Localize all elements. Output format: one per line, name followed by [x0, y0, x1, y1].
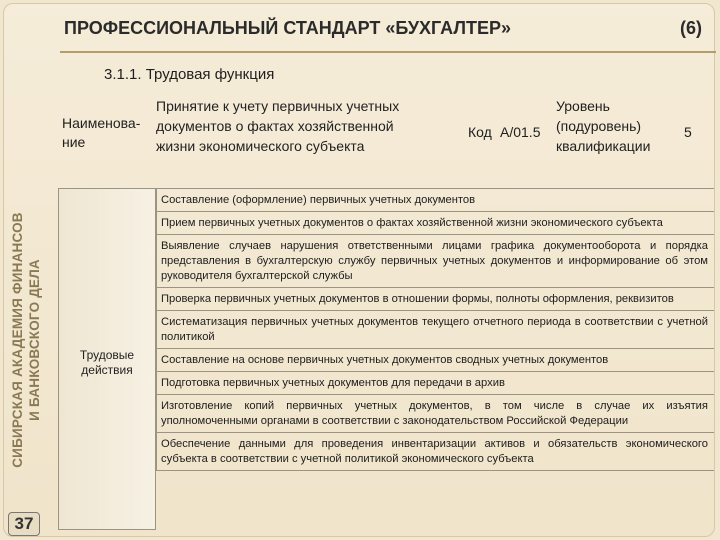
action-row: Систематизация первичных учетных документов текущего отчетного периода в соответствии с учетной политикой	[156, 311, 714, 349]
slide-title-number: (6)	[680, 18, 702, 38]
function-name-line3: жизни экономического субъекта	[156, 138, 365, 154]
action-row: Подготовка первичных учетных документов для передачи в архив	[156, 372, 714, 395]
function-name-line1: Принятие к учету первичных учетных	[156, 98, 400, 114]
slide-title: ПРОФЕССИОНАЛЬНЫЙ СТАНДАРТ «БУХГАЛТЕР»	[64, 18, 511, 38]
actions-label: Трудовые действия	[79, 348, 135, 377]
action-row: Прием первичных учетных документов о фактах хозяйственной жизни экономического субъекта	[156, 212, 714, 235]
level-line1: Уровень	[556, 98, 610, 114]
function-name-line2: документов о фактах хозяйственной	[156, 118, 394, 134]
page-number: 37	[8, 512, 40, 536]
qualification-level-value: 5	[684, 124, 692, 140]
function-name	[156, 96, 454, 156]
action-row: Составление (оформление) первичных учетных документов	[156, 188, 714, 212]
action-row: Проверка первичных учетных документов в отношении формы, полноты оформления, реквизитов	[156, 288, 714, 311]
level-line2: (подуровень)	[556, 118, 642, 134]
side-logo-text	[4, 180, 48, 500]
level-line3: квалификации	[556, 138, 651, 154]
action-row: Выявление случаев нарушения ответственными лицами графика документооборота и порядка представления в бухгалтерскую службу первичных учетных документов и информирование об этом руководителя бухгалтерской службы	[156, 235, 714, 288]
action-row: Изготовление копий первичных учетных документов, в том числе в случае их изъятия уполномоченными органами в соответствии с законодательством Российской Федерации	[156, 395, 714, 433]
side-text-line1: СИБИРСКАЯ АКАДЕМИЯ ФИНАНСОВ	[10, 212, 25, 468]
side-text-line2: И БАНКОВСКОГО ДЕЛА	[27, 259, 42, 421]
code-label: Код	[468, 124, 492, 140]
action-row: Составление на основе первичных учетных документов сводных учетных документов	[156, 349, 714, 372]
actions-table	[156, 188, 714, 471]
name-label: Наименова-ние	[62, 115, 141, 150]
title-divider	[60, 51, 716, 53]
action-row: Обеспечение данными для проведения инвентаризации активов и обязательств экономического субъекта в соответствии с учетной политикой экономического субъекта	[156, 433, 714, 471]
qualification-level-label	[556, 96, 666, 156]
code-value: А/01.5	[500, 124, 541, 140]
section-subtitle: 3.1.1. Трудовая функция	[104, 66, 275, 83]
